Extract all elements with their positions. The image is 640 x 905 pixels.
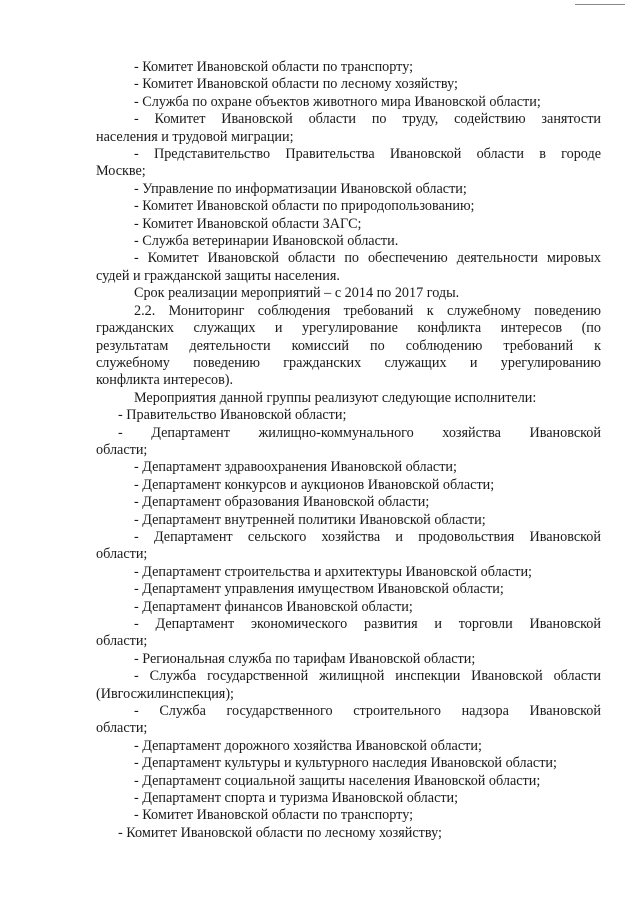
list-item: - Служба государственной жилищной инспекции Ивановской области: [134, 668, 601, 685]
list-item: - Представительство Правительства Ивановской области в городе: [134, 146, 601, 163]
list-item: - Комитет Ивановской области по лесному хозяйству;: [118, 824, 442, 841]
list-item-continuation: области;: [96, 546, 148, 563]
list-item: - Комитет Ивановской области по природопользованию;: [134, 198, 475, 215]
list-item: - Региональная служба по тарифам Ивановской области;: [134, 650, 476, 667]
paragraph-line: конфликта интересов).: [96, 372, 234, 389]
list-item: - Правительство Ивановской области;: [118, 407, 347, 424]
list-item: - Департамент культуры и культурного наследия Ивановской области;: [134, 755, 557, 772]
list-item: - Департамент сельского хозяйства и продовольствия Ивановской: [134, 528, 601, 545]
list-item: - Комитет Ивановской области по транспорту;: [134, 59, 414, 75]
list-item: - Служба государственного строительного надзора Ивановской: [134, 703, 601, 720]
list-item: - Служба по охране объектов животного мира Ивановской области;: [134, 93, 541, 110]
list-item: - Департамент образования Ивановской области;: [134, 494, 430, 511]
paragraph-line: результатам деятельности комиссий по соблюдению требований к: [96, 337, 601, 354]
list-item: - Департамент социальной защиты населения Ивановской области;: [134, 772, 541, 789]
list-item-continuation: судей и гражданской защиты населения.: [96, 267, 340, 284]
document-body: [96, 59, 601, 842]
paragraph-intro: Мероприятия данной группы реализуют следующие исполнители:: [134, 389, 537, 406]
list-item: - Комитет Ивановской области по транспорту;: [134, 807, 414, 824]
list-item: - Комитет Ивановской области ЗАГС;: [134, 215, 362, 232]
list-item: - Департамент конкурсов и аукционов Ивановской области;: [134, 476, 495, 493]
list-item-continuation: Москве;: [96, 163, 146, 180]
section-heading: 2.2. Мониторинг соблюдения требований к служебному поведению: [134, 302, 601, 319]
list-item: - Департамент жилищно-коммунального хозяйства Ивановской: [118, 424, 601, 441]
list-item: - Комитет Ивановской области по труду, содействию занятости: [134, 111, 601, 128]
list-item: - Департамент экономического развития и торговли Ивановской: [134, 616, 601, 632]
list-item: - Департамент управления имуществом Ивановской области;: [134, 581, 504, 598]
list-item: - Департамент строительства и архитектуры Ивановской области;: [134, 563, 532, 580]
list-item: - Управление по информатизации Ивановской области;: [134, 180, 467, 197]
list-item: - Департамент здравоохранения Ивановской области;: [134, 459, 457, 476]
scan-mark: [575, 4, 625, 5]
paragraph-deadline: Срок реализации мероприятий – с 2014 по 2017 годы.: [134, 285, 460, 302]
paragraph-line: служебному поведению гражданских служащих и урегулированию: [96, 354, 601, 371]
list-item-continuation: населения и трудовой миграции;: [96, 128, 294, 145]
list-item-continuation: (Ивгосжилинспекция);: [96, 685, 234, 702]
list-item-continuation: области;: [96, 633, 148, 650]
list-item: - Комитет Ивановской области по лесному хозяйству;: [134, 76, 458, 93]
list-item: - Департамент спорта и туризма Ивановской области;: [134, 790, 459, 807]
paragraph-line: гражданских служащих и урегулирование конфликта интересов (по: [96, 320, 601, 337]
list-item: - Комитет Ивановской области по обеспечению деятельности мировых: [134, 250, 601, 267]
list-item: - Служба ветеринарии Ивановской области.: [134, 233, 399, 250]
list-item-continuation: области;: [96, 720, 148, 737]
list-item-continuation: области;: [96, 441, 148, 458]
list-item: - Департамент финансов Ивановской области;: [134, 598, 413, 615]
list-item: - Департамент дорожного хозяйства Ивановской области;: [134, 737, 482, 754]
list-item: - Департамент внутренней политики Ивановской области;: [134, 511, 486, 528]
